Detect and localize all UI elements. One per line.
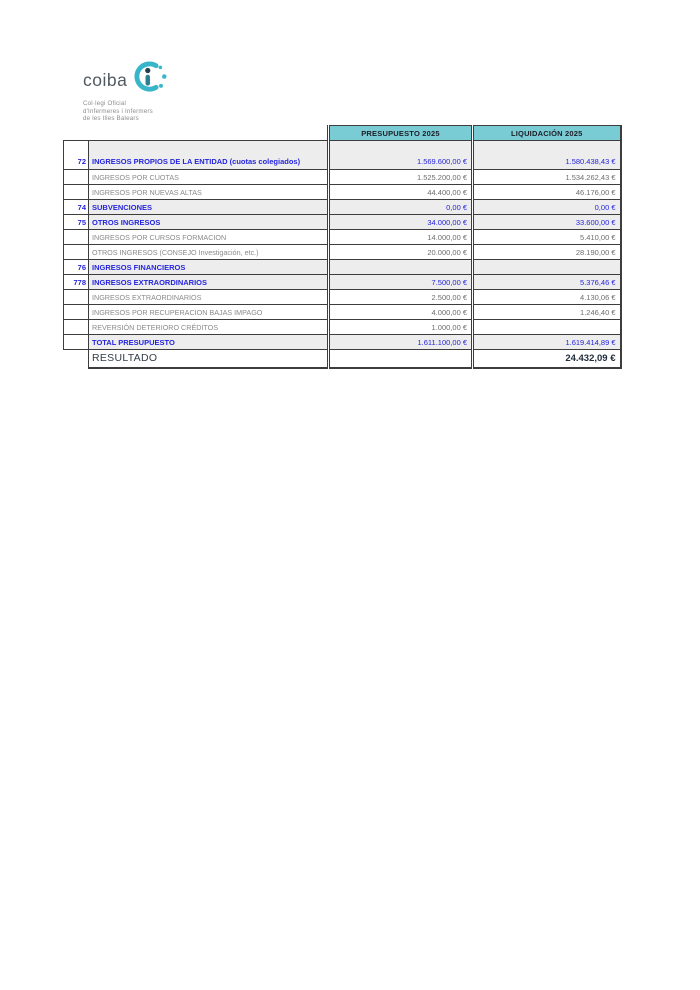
liquidacion-cell: 1.246,40 € bbox=[473, 305, 621, 320]
presupuesto-cell: 1.000,00 € bbox=[329, 320, 473, 335]
code-cell: 75 bbox=[64, 215, 89, 230]
table-row bbox=[64, 275, 621, 290]
coiba-subtitle-line: d'Infermeres i Infermers bbox=[83, 107, 153, 115]
coiba-brand-text: coiba bbox=[83, 70, 128, 91]
presupuesto-cell: 20.000,00 € bbox=[329, 245, 473, 260]
code-cell: 76 bbox=[64, 260, 89, 275]
liquidacion-cell: 1.619.414,89 € bbox=[473, 335, 621, 350]
coiba-dotted-circle-i-icon bbox=[132, 60, 167, 95]
liquidacion-cell bbox=[473, 260, 621, 275]
presupuesto-cell bbox=[329, 350, 473, 368]
table-row bbox=[64, 335, 621, 350]
header-spacer bbox=[64, 126, 329, 141]
code-cell: 74 bbox=[64, 200, 89, 215]
column-header-presupuesto: PRESUPUESTO 2025 bbox=[329, 126, 473, 141]
presupuesto-cell: 34.000,00 € bbox=[329, 215, 473, 230]
label-cell: INGRESOS PROPIOS DE LA ENTIDAD (cuotas colegiados) bbox=[89, 141, 329, 170]
code-cell: 72 bbox=[64, 141, 89, 170]
liquidacion-cell: 46.176,00 € bbox=[473, 185, 621, 200]
label-cell: INGRESOS POR CURSOS FORMACION bbox=[89, 230, 329, 245]
code-cell bbox=[64, 335, 89, 350]
code-cell bbox=[64, 305, 89, 320]
table-row bbox=[64, 350, 621, 368]
presupuesto-cell: 1.525.200,00 € bbox=[329, 170, 473, 185]
liquidacion-cell: 28.190,00 € bbox=[473, 245, 621, 260]
label-cell: INGRESOS POR CUOTAS bbox=[89, 170, 329, 185]
table-row bbox=[64, 305, 621, 320]
presupuesto-cell bbox=[329, 260, 473, 275]
label-cell: RESULTADO bbox=[89, 350, 329, 368]
code-spacer bbox=[64, 350, 89, 368]
table-row bbox=[64, 215, 621, 230]
table-row bbox=[64, 290, 621, 305]
table-row bbox=[64, 245, 621, 260]
presupuesto-cell: 44.400,00 € bbox=[329, 185, 473, 200]
liquidacion-cell: 24.432,09 € bbox=[473, 350, 621, 368]
table-row bbox=[64, 200, 621, 215]
code-cell: 778 bbox=[64, 275, 89, 290]
label-cell: SUBVENCIONES bbox=[89, 200, 329, 215]
liquidacion-cell: 5.376,46 € bbox=[473, 275, 621, 290]
budget-table-body bbox=[64, 141, 621, 368]
code-cell bbox=[64, 245, 89, 260]
label-cell: OTROS INGRESOS (CONSEJO Investigación, etc.) bbox=[89, 245, 329, 260]
presupuesto-cell: 1.611.100,00 € bbox=[329, 335, 473, 350]
code-cell bbox=[64, 230, 89, 245]
liquidacion-cell: 4.130,06 € bbox=[473, 290, 621, 305]
liquidacion-cell bbox=[473, 320, 621, 335]
label-cell: TOTAL PRESUPUESTO bbox=[89, 335, 329, 350]
code-cell bbox=[64, 170, 89, 185]
coiba-subtitle-line: Col·legi Oficial bbox=[83, 100, 127, 107]
table-row bbox=[64, 260, 621, 275]
column-header-liquidacion: LIQUIDACIÓN 2025 bbox=[473, 126, 621, 141]
presupuesto-cell: 14.000,00 € bbox=[329, 230, 473, 245]
budget-table bbox=[63, 125, 622, 369]
code-cell bbox=[64, 290, 89, 305]
label-cell: INGRESOS EXTRAORDINARIOS bbox=[89, 275, 329, 290]
liquidacion-cell: 5.410,00 € bbox=[473, 230, 621, 245]
presupuesto-cell: 4.000,00 € bbox=[329, 305, 473, 320]
table-row bbox=[64, 230, 621, 245]
label-cell: OTROS INGRESOS bbox=[89, 215, 329, 230]
liquidacion-cell: 1.534.262,43 € bbox=[473, 170, 621, 185]
presupuesto-cell: 2.500,00 € bbox=[329, 290, 473, 305]
label-cell: INGRESOS EXTRAORDINARIOS bbox=[89, 290, 329, 305]
liquidacion-cell: 0,00 € bbox=[473, 200, 621, 215]
table-row bbox=[64, 141, 621, 170]
presupuesto-cell: 0,00 € bbox=[329, 200, 473, 215]
coiba-subtitle bbox=[83, 100, 167, 123]
label-cell: INGRESOS POR RECUPERACION BAJAS IMPAGO bbox=[89, 305, 329, 320]
label-cell: REVERSIÓN DETERIORO CRÉDITOS bbox=[89, 320, 329, 335]
code-cell bbox=[64, 320, 89, 335]
coiba-logo bbox=[83, 60, 167, 123]
presupuesto-cell: 7.500,00 € bbox=[329, 275, 473, 290]
code-cell bbox=[64, 185, 89, 200]
table-row bbox=[64, 170, 621, 185]
table-row bbox=[64, 320, 621, 335]
table-header-row bbox=[64, 126, 621, 141]
table-row bbox=[64, 185, 621, 200]
presupuesto-cell: 1.569.600,00 € bbox=[329, 141, 473, 170]
label-cell: INGRESOS POR NUEVAS ALTAS bbox=[89, 185, 329, 200]
liquidacion-cell: 33.600,00 € bbox=[473, 215, 621, 230]
label-cell: INGRESOS FINANCIEROS bbox=[89, 260, 329, 275]
coiba-subtitle-line: de les Illes Balears bbox=[83, 115, 139, 123]
liquidacion-cell: 1.580.438,43 € bbox=[473, 141, 621, 170]
